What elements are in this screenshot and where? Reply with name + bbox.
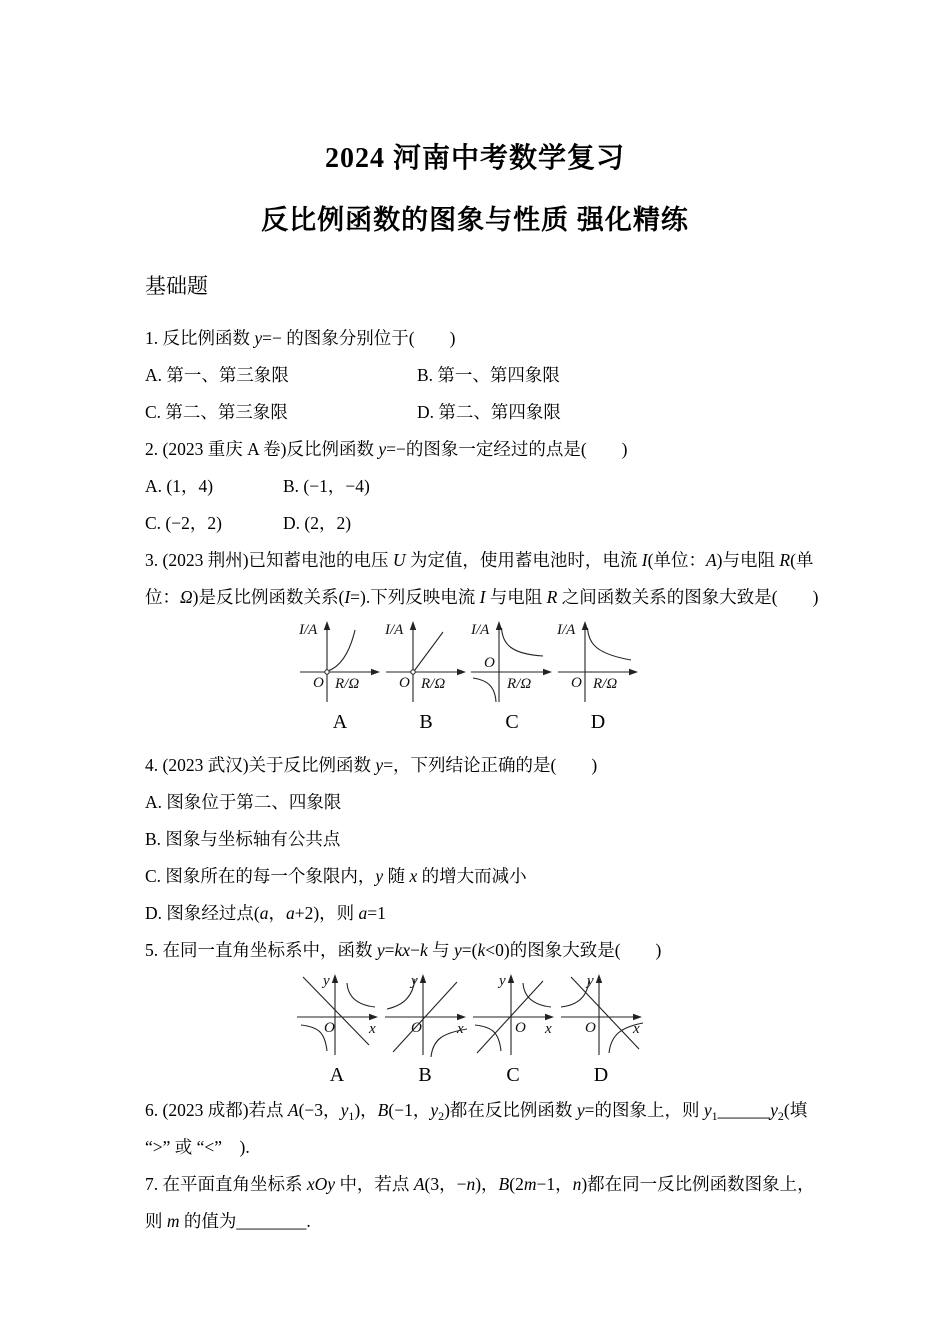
text-run: A — [705, 550, 717, 570]
text-run: C. 图象所在的每一个象限内， — [145, 866, 376, 886]
x-axis-label: R/Ω — [507, 676, 532, 692]
text-run: A — [287, 1100, 299, 1120]
x-axis-label: R/Ω — [421, 676, 446, 692]
q5-graph-row — [293, 971, 835, 1063]
text-run: 位： — [145, 587, 180, 607]
text-run: I — [641, 550, 648, 570]
x-axis-label: R/Ω — [335, 676, 360, 692]
text-run: − — [410, 940, 420, 960]
q2-options-row-1 — [145, 468, 835, 505]
text-run: (单位： — [647, 550, 706, 570]
origin-label: O — [484, 655, 495, 671]
text-run: 3. (2023 荆州)已知蓄电池的电压 — [145, 550, 393, 570]
x-axis-label: x — [457, 1021, 464, 1037]
q3-graph-label-b: B — [419, 711, 433, 733]
text-run: )与电阻 — [716, 550, 780, 570]
text-run: (3，− — [424, 1174, 467, 1194]
q1-option-d: D. 第二、第四象限 — [417, 402, 561, 422]
q1-option-c: C. 第二、第三象限 — [145, 402, 288, 422]
text-run: 2 — [438, 1109, 445, 1123]
q5-graph-label-c: C — [506, 1064, 520, 1086]
text-run: y — [375, 755, 384, 775]
q7-stem-line-1 — [145, 1166, 835, 1203]
text-run: 中，若点 — [335, 1174, 414, 1194]
text-run: U — [392, 550, 406, 570]
origin-label: O — [324, 1020, 335, 1036]
x-axis-label: x — [369, 1021, 376, 1037]
hyperbola-branch-q1 — [347, 983, 375, 1007]
text-run: y — [254, 328, 263, 348]
q2-option-c: C. (−2，2) — [145, 513, 222, 533]
text-run: = — [384, 940, 395, 960]
x-axis-arrow-icon — [457, 1014, 466, 1020]
q5-graph-options — [145, 971, 835, 1089]
x-axis-arrow-icon — [369, 1014, 378, 1020]
q1-option-a: A. 第一、第三象限 — [145, 365, 289, 385]
text-run: 之间函数关系的图象大致是( ) — [557, 587, 819, 607]
x-axis-arrow-icon — [629, 669, 638, 675]
text-run: 为定值，使用蓄电池时，电流 — [405, 550, 642, 570]
q2-option-a: A. (1，4) — [145, 476, 214, 496]
open-origin-point — [411, 670, 415, 674]
text-run: =1 — [367, 903, 386, 923]
q5-graph-d — [557, 971, 645, 1063]
text-run: A — [413, 1174, 425, 1194]
text-run: 7. 在平面直角坐标系 — [145, 1174, 307, 1194]
text-run: 5. 在同一直角坐标系中，函数 — [145, 940, 377, 960]
q3-graph-row — [297, 618, 835, 710]
line-through-origin — [415, 632, 444, 671]
text-run: m — [166, 1211, 180, 1231]
text-run: 2. (2023 重庆 A 卷)反比例函数 — [145, 439, 379, 459]
text-run: 的值为________. — [179, 1211, 311, 1231]
text-run: (填 — [783, 1100, 808, 1120]
q5-graph-label-a: A — [329, 1064, 345, 1086]
text-run: y — [703, 1100, 712, 1120]
text-run: −1， — [536, 1174, 573, 1194]
line-negative-slope — [571, 977, 639, 1049]
q4-option-c — [145, 858, 835, 895]
q7-stem-line-2 — [145, 1203, 835, 1240]
text-run: 2 — [777, 1109, 784, 1123]
text-run: =−的图象一定经过的点是( ) — [386, 439, 628, 459]
text-run: 1 — [711, 1109, 718, 1123]
y-axis-label: I/A — [385, 622, 404, 638]
y-axis-label: y — [587, 973, 594, 989]
text-run: (单 — [790, 550, 814, 570]
origin-label: O — [515, 1020, 526, 1036]
text-run: =− 的图象分别位于( ) — [262, 328, 456, 348]
origin-label: O — [585, 1020, 596, 1036]
text-run: 4. (2023 武汉)关于反比例函数 — [145, 755, 376, 775]
line-negative-slope — [303, 977, 369, 1045]
x-axis-label: x — [633, 1021, 640, 1037]
y-axis-label: I/A — [471, 622, 490, 638]
text-run: +2)，则 — [294, 903, 359, 923]
q3-graph-a — [297, 618, 383, 710]
text-run: n — [466, 1174, 476, 1194]
x-axis-label: R/Ω — [593, 676, 618, 692]
q5-graph-label-d: D — [593, 1064, 609, 1086]
hyperbola-branch-q3 — [473, 678, 496, 702]
text-run: =的图象上，则 — [584, 1100, 704, 1120]
hyperbola-branch-q3 — [475, 1025, 501, 1051]
q5-graph-a — [293, 971, 381, 1063]
y-axis-arrow-icon — [420, 974, 426, 983]
text-run: R — [779, 550, 791, 570]
text-run: <0)的图象大致是( ) — [485, 940, 662, 960]
text-run: y — [375, 866, 384, 886]
text-run: I — [479, 587, 486, 607]
x-axis-arrow-icon — [457, 669, 466, 675]
hyperbola-branch-q1 — [588, 628, 632, 660]
text-run: 则 — [145, 1211, 167, 1231]
text-run: 与 — [427, 940, 454, 960]
text-run: y — [376, 940, 385, 960]
q4-option-b — [145, 821, 835, 858]
text-run: a — [358, 903, 368, 923]
text-run: ， — [268, 903, 286, 923]
text-run: n — [572, 1174, 582, 1194]
q1-options-row-2 — [145, 394, 835, 431]
hyperbola-branch-q2 — [561, 979, 589, 1007]
text-run: “>” 或 “<” ). — [145, 1137, 250, 1157]
q4-option-d — [145, 895, 835, 932]
text-run: m — [523, 1174, 537, 1194]
hyperbola-branch-q1 — [502, 628, 544, 656]
text-run: 1 — [348, 1109, 355, 1123]
origin-label: O — [411, 1020, 422, 1036]
text-run: =，下列结论正确的是( ) — [383, 755, 598, 775]
q2-option-b: B. (−1，−4) — [283, 476, 370, 496]
q3-graph-b — [383, 618, 469, 710]
y-axis-label: y — [323, 973, 330, 989]
text-run: )是反比例函数关系( — [192, 587, 345, 607]
y-axis-arrow-icon — [410, 621, 416, 630]
q3-graph-label-a: A — [332, 711, 348, 733]
q4-stem — [145, 747, 835, 784]
q2-option-d: D. (2，2) — [283, 513, 352, 533]
origin-label: O — [313, 675, 324, 691]
page-subtitle: 反比例函数的图象与性质 强化精练 — [261, 205, 689, 235]
text-run: )， — [354, 1100, 378, 1120]
y-axis-label: y — [499, 973, 506, 989]
q3-stem-line-2 — [145, 579, 835, 616]
q5-stem — [145, 932, 835, 969]
text-run: a — [259, 903, 269, 923]
origin-label: O — [399, 675, 410, 691]
y-axis-arrow-icon — [508, 974, 514, 983]
text-run: xOy — [306, 1174, 336, 1194]
text-run: (−1， — [388, 1100, 431, 1120]
q6-stem-line-1 — [145, 1092, 835, 1129]
y-axis-label: I/A — [557, 622, 576, 638]
text-run: 1. 反比例函数 — [145, 328, 255, 348]
text-run: =( — [461, 940, 478, 960]
text-run: y — [453, 940, 462, 960]
text-run: y — [576, 1100, 585, 1120]
text-run: =).下列反映电流 — [350, 587, 480, 607]
y-axis-label: I/A — [299, 622, 318, 638]
text-run: )都在同一反比例函数图象上， — [581, 1174, 815, 1194]
hyperbola-branch-q1 — [523, 983, 551, 1007]
text-run: A. 图象位于第二、四象限 — [145, 792, 342, 812]
y-axis-arrow-icon — [596, 974, 602, 983]
open-origin-point — [325, 670, 329, 674]
text-run: (2 — [509, 1174, 524, 1194]
text-run: 的增大而减小 — [417, 866, 527, 886]
text-run: 与电阻 — [485, 587, 547, 607]
x-axis-label: x — [545, 1021, 552, 1037]
text-run: kx — [394, 940, 411, 960]
section-heading: 基础题 — [145, 274, 208, 298]
text-run: y — [770, 1100, 778, 1120]
q2-options-row-2 — [145, 505, 835, 542]
q1-option-b: B. 第一、第四象限 — [417, 365, 560, 385]
q5-graph-label-b: B — [418, 1064, 432, 1086]
page-title: 2024 河南中考数学复习 — [324, 143, 625, 174]
y-axis-arrow-icon — [332, 974, 338, 983]
q3-graph-options — [145, 618, 835, 736]
text-run: x — [409, 866, 418, 886]
text-run: ______ — [717, 1100, 771, 1120]
q4-option-a — [145, 784, 835, 821]
q2-stem — [145, 431, 835, 468]
x-axis-arrow-icon — [543, 669, 552, 675]
text-run: Ω — [180, 587, 193, 607]
q6-stem-line-2 — [145, 1129, 835, 1166]
text-run: y — [340, 1100, 349, 1120]
questions-area — [145, 320, 835, 1240]
text-run: I — [344, 587, 351, 607]
q3-graph-c — [469, 618, 555, 710]
text-run: )都在反比例函数 — [444, 1100, 577, 1120]
q1-options-row-1 — [145, 357, 835, 394]
q1-stem — [145, 320, 835, 357]
q3-graph-labels — [297, 710, 835, 736]
text-run: a — [285, 903, 295, 923]
y-axis-arrow-icon — [324, 621, 330, 630]
text-run: k — [477, 940, 486, 960]
text-run: R — [546, 587, 558, 607]
text-run: y — [378, 439, 387, 459]
text-run: y — [430, 1100, 439, 1120]
x-axis-arrow-icon — [633, 1014, 642, 1020]
text-run: B. 图象与坐标轴有公共点 — [145, 829, 341, 849]
text-run: B — [498, 1174, 510, 1194]
q3-graph-label-c: C — [505, 711, 519, 733]
text-run: 随 — [383, 866, 410, 886]
q5-graph-b — [381, 971, 469, 1063]
q5-graph-labels — [293, 1063, 835, 1089]
q3-graph-d — [555, 618, 641, 710]
q5-graph-c — [469, 971, 557, 1063]
curve-increasing — [328, 630, 355, 671]
text-run: (−3， — [298, 1100, 341, 1120]
q3-stem-line-1 — [145, 542, 835, 579]
text-run: B — [377, 1100, 389, 1120]
y-axis-label: y — [411, 973, 418, 989]
text-run: 6. (2023 成都)若点 — [145, 1100, 288, 1120]
q3-graph-label-d: D — [590, 711, 606, 733]
x-axis-arrow-icon — [545, 1014, 554, 1020]
origin-label: O — [571, 675, 582, 691]
text-run: )， — [475, 1174, 499, 1194]
text-run: D. 图象经过点( — [145, 903, 260, 923]
text-run: k — [419, 940, 428, 960]
x-axis-arrow-icon — [371, 669, 380, 675]
